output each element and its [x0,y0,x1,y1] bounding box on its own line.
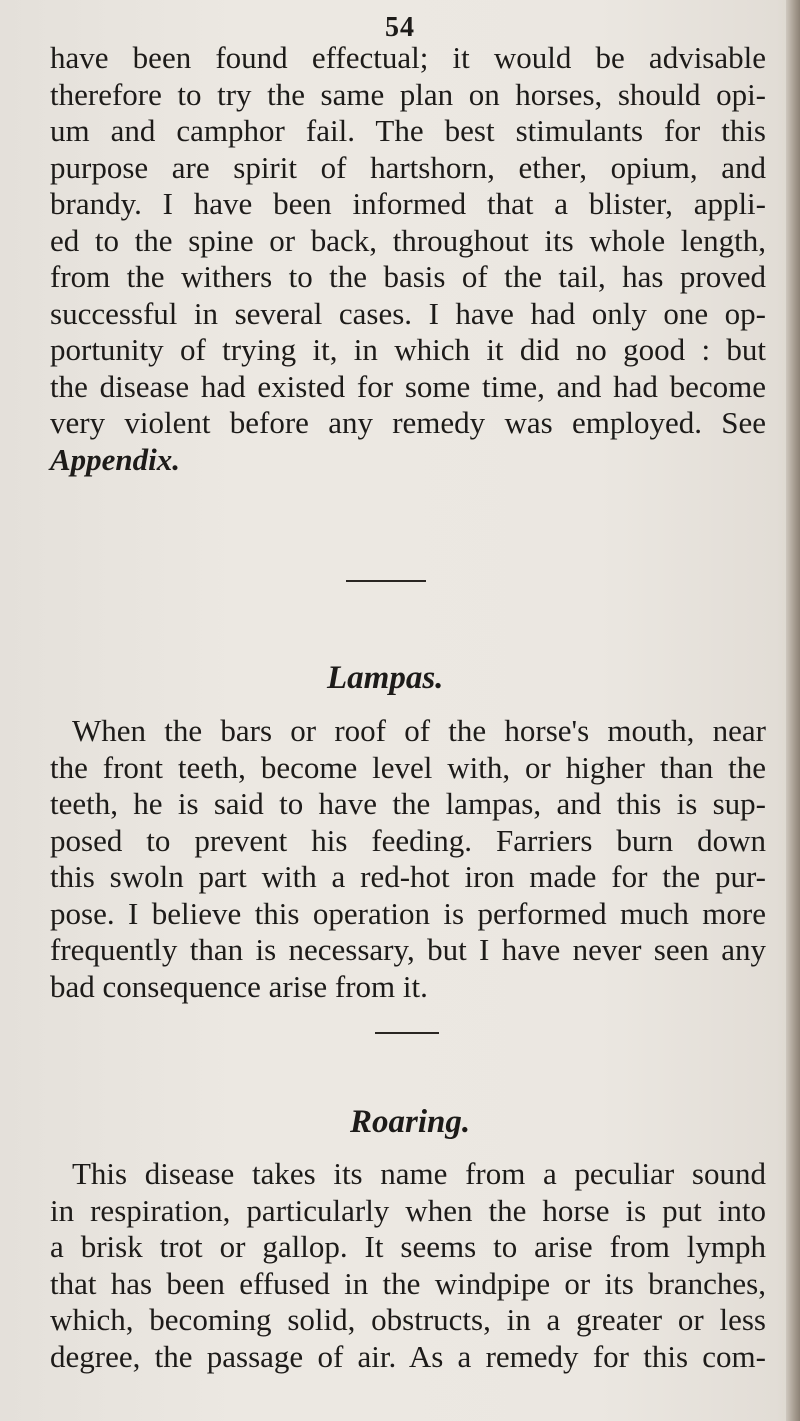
paragraph-roaring [50,1156,766,1375]
text-line: which, becoming solid, obstructs, in a greater or less [50,1302,766,1337]
text-line: brandy. I have been informed that a blister, appli- [50,186,766,221]
text-line: have been found effectual; it would be advisable [50,40,766,75]
text-line: in respiration, particularly when the horse is put into [50,1192,766,1228]
text-line: degree, the passage of air. As a remedy for this com- [50,1338,766,1374]
text-line: from the withers to the basis of the tail, has proved [50,259,766,294]
text-line: therefore to try the same plan on horses, should opi- [50,76,766,112]
text-line: portunity of trying it, in which it did no good : but [50,332,766,367]
text-line: teeth, he is said to have the lampas, and this is sup- [50,786,766,821]
page-number: 54 [385,12,415,43]
text-line: This disease takes its name from a peculiar sound [72,1156,766,1191]
section-heading-lampas: Lampas. [327,660,444,696]
text-line: the disease had existed for some time, and had become [50,368,766,404]
appendix-reference: Appendix. [50,441,181,477]
section-heading-roaring: Roaring. [350,1104,471,1140]
text-line: that has been effused in the windpipe or its branches, [50,1265,766,1301]
text-line: um and camphor fail. The best stimulants for this [50,113,766,148]
text-line: a brisk trot or gallop. It seems to arise from lymph [50,1229,766,1264]
text-line: posed to prevent his feeding. Farriers burn down [50,822,766,858]
text-line: this swoln part with a red-hot iron made for the pur- [50,859,766,894]
paragraph-continued [50,40,766,478]
text-line: When the bars or roof of the horse's mouth, near [72,713,766,748]
text-line: purpose are spirit of hartshorn, ether, opium, and [50,149,766,185]
page-edge-shadow [786,0,800,1421]
text-line: the front teeth, become level with, or higher than the [50,749,766,785]
text-line: successful in several cases. I have had only one op- [50,295,766,331]
text-line: pose. I believe this operation is performed much more [50,895,766,931]
section-divider [375,1032,439,1034]
text-line: frequently than is necessary, but I have never seen any [50,932,766,967]
paragraph-lampas [50,713,766,1005]
text-line: very violent before any remedy was employed. See [50,405,766,440]
text-line: ed to the spine or back, throughout its whole length, [50,222,766,258]
section-divider [346,580,426,582]
text-line: bad consequence arise from it. [50,968,428,1004]
